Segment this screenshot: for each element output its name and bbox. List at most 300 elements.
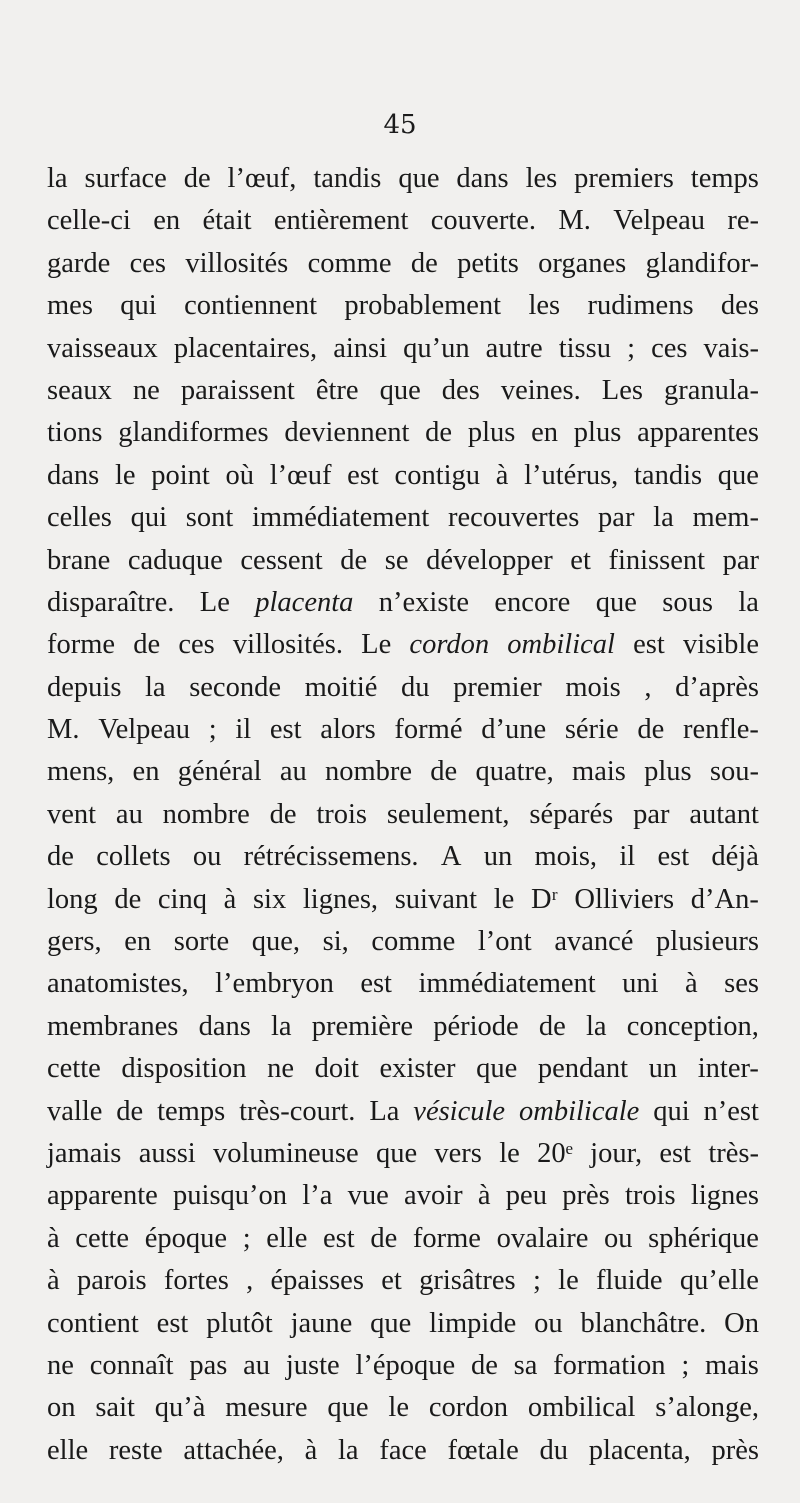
word: d’une [481,714,547,746]
word: est [269,714,302,746]
word: où [225,459,255,491]
word: Le [199,586,230,618]
word: de [538,1010,566,1042]
word: mois, [534,841,598,873]
word: deviennent [284,417,410,449]
word: sorte [173,926,230,958]
word: blanchâtre. [580,1307,707,1339]
word: mem- [692,502,759,534]
text-line [47,158,759,200]
word: vésicule [413,1095,506,1127]
word: moitié [304,671,378,703]
word: jamais [47,1137,122,1169]
word: série [564,714,619,746]
word: ; [681,1349,690,1381]
word: villosités [185,247,289,279]
word: ombilicale [518,1095,640,1127]
word: gers, [47,926,102,958]
word: que [370,1307,412,1339]
text-line [47,455,759,497]
word: de [470,1349,498,1381]
text-line [47,1133,759,1175]
word: sait [95,1392,135,1424]
word: du [401,671,430,703]
word: mens, [47,756,115,788]
word: ou [604,1222,633,1254]
word: sou- [709,756,759,788]
word: la [145,671,166,703]
word: en [132,756,160,788]
text-line [47,1218,759,1260]
word: près [711,1434,759,1466]
word: en [124,926,152,958]
word: mais [705,1349,759,1381]
word: le [493,883,515,915]
word: A [440,841,462,873]
word: par [633,798,670,830]
text-line [47,963,759,1005]
word: premiers [574,163,674,194]
word: On [724,1307,759,1339]
word: au [115,798,143,830]
word: placentaires, [173,332,318,364]
word: est [659,1137,692,1169]
word: avancé [554,926,634,958]
word: cinq [157,883,207,915]
text-line [47,921,759,963]
word: si, [322,926,349,958]
word: que [476,1053,518,1085]
word: trois [316,798,367,830]
word: avoir [404,1180,463,1212]
word: valle [47,1095,103,1127]
text-line [47,1175,759,1217]
word: nombre [324,756,413,788]
word: mois [565,671,621,703]
word: épaisses [270,1265,364,1297]
word: entièrement [273,205,409,237]
word: contigu [394,459,481,491]
word: plus [573,417,622,449]
word: à [47,1222,60,1254]
word: mes [47,290,93,322]
word: dans [198,1010,251,1042]
word: de [340,544,368,576]
word: de [430,756,458,788]
word: ne [267,1053,294,1085]
word: que, [251,926,301,958]
word: qu’à [154,1392,206,1424]
text-line [47,497,759,539]
word: premier [453,671,542,703]
word: villosités. [232,629,343,661]
word: du [539,1434,568,1466]
word: long [47,883,98,915]
word: visible [683,629,759,661]
word: couverte. [430,205,537,237]
text-line [47,1260,759,1302]
word: contient [47,1307,139,1339]
word: reste [108,1434,163,1466]
text-line [47,328,759,370]
text-line [47,200,759,242]
word: finissent [608,544,706,576]
word: très-court. [239,1095,356,1127]
word: veines. [500,374,581,406]
word: de [183,163,211,194]
word: par [722,544,759,576]
word: mais [572,756,626,788]
word: seconde [189,671,281,703]
word: première [311,1010,414,1042]
word: sous [662,586,713,618]
text-line [47,879,759,921]
word: La [369,1095,400,1127]
word: par [598,502,635,534]
word: déjà [711,841,759,873]
word: dans [456,163,509,194]
word: la [271,1010,292,1042]
word: au [279,756,307,788]
word: ovalaire [496,1222,589,1254]
word: glandiformes [118,417,269,449]
word: seulement, [386,798,510,830]
word: encore [494,586,571,618]
word: nombre [162,798,250,830]
word: l’œuf [269,459,332,491]
word: ne [132,374,160,406]
word: rudimens [587,290,694,322]
word: ; [532,1265,541,1297]
word: exister [379,1053,456,1085]
word: cette [75,1222,130,1254]
word: l’œuf, [227,163,297,194]
word: parois [76,1265,147,1297]
word: membranes [47,1010,179,1042]
word: suivant [394,883,478,915]
text-line [47,285,759,327]
word: face [379,1434,427,1466]
word: de [269,798,297,830]
word: re- [727,205,759,237]
word: celles [47,502,112,534]
word: garde [47,247,111,279]
word: forme [47,629,116,661]
word: n’est [703,1095,759,1127]
word: et [570,544,591,576]
word: se [384,544,409,576]
word: d’après [675,671,759,703]
word: placenta, [588,1434,691,1466]
word: point [151,459,210,491]
word: lignes, [302,883,379,915]
word: sphérique [648,1222,759,1254]
word: disposition [121,1053,247,1085]
word: formation [553,1349,666,1381]
word: que [717,459,759,491]
text-line [47,751,759,793]
word: la [738,586,759,618]
word: forme [412,1222,481,1254]
word: près [562,1180,610,1212]
word: , [644,671,652,703]
word: le [499,1137,520,1169]
word: général [177,756,262,788]
word: on [47,1392,76,1424]
word: probablement [344,290,502,322]
word: apparentes [637,417,759,449]
text-line [47,1387,759,1429]
word: alors [320,714,376,746]
word: la [585,1010,607,1042]
text-line [47,1091,759,1133]
word: tandis [313,163,382,194]
word: vue [347,1180,389,1212]
word: vers [434,1137,482,1169]
word: que [379,374,421,406]
text-line [47,1430,759,1472]
page-number: 45 [383,110,417,140]
word: ; [208,714,217,746]
word: à [304,1434,318,1466]
word: que [398,163,440,194]
word: jaune [290,1307,353,1339]
word: s’alonge, [655,1392,759,1424]
word: plus [644,756,692,788]
word: des [441,374,480,406]
word: limpide [429,1307,517,1339]
word: à [495,459,509,491]
word: n’existe [378,586,469,618]
text-line [47,794,759,836]
word: Olliviers [574,883,675,915]
text-line [47,667,759,709]
text-line [47,243,759,285]
word: cordon [428,1392,508,1424]
word: est [156,1307,189,1339]
word: ombilical [507,629,615,661]
word: est [323,1222,355,1254]
text-line [47,1048,759,1090]
word: trois [624,1180,676,1212]
word: l’époque [355,1349,456,1381]
word: les [528,290,561,322]
word: aussi [138,1137,196,1169]
word: seaux [47,374,112,406]
word: l’a [302,1180,333,1212]
word: grisâtres [419,1265,516,1297]
word: période [433,1010,519,1042]
text-line [47,1345,759,1387]
word: est [347,459,379,491]
word: tions [47,417,103,449]
word: était [202,205,252,237]
word: inter- [697,1053,759,1085]
word: l’utérus, [524,459,619,491]
word: ; [242,1222,251,1254]
word: disparaître. [47,586,175,618]
word: de [637,714,665,746]
word: les [525,163,558,194]
word: Les [601,374,643,406]
word: dans [47,459,100,491]
word: plutôt [206,1307,273,1339]
word: Le [361,629,392,661]
word: mesure [225,1392,308,1424]
text-line [47,540,759,582]
word: de [114,883,142,915]
word: à [223,883,237,915]
word: autre [485,332,543,364]
word: un [648,1053,678,1085]
word: vais- [703,332,759,364]
word: pas [189,1349,228,1381]
word: immédiatement [418,968,596,1000]
word: apparente [47,1180,158,1212]
word: paraissent [180,374,295,406]
word: très- [708,1137,759,1169]
word: à [47,1265,60,1297]
word: comme [307,247,392,279]
word: et [381,1265,402,1297]
word: ainsi [333,332,388,364]
word: vent [47,798,97,830]
word: autant [689,798,759,830]
word: collets [96,841,171,873]
word: la [47,163,68,194]
word: qu’elle [679,1265,759,1297]
word: renfle- [682,714,759,746]
word: Dʳ [530,883,558,915]
word: le [558,1265,579,1297]
word: la [653,502,674,534]
word: ces [651,332,688,364]
word: anatomistes, [47,968,189,1000]
word: surface [84,163,167,194]
text-line [47,412,759,454]
word: est [360,968,392,1000]
word: fœtale [447,1434,519,1466]
word: volumineuse [213,1137,359,1169]
text-line [47,624,759,666]
word: vaisseaux [47,332,158,364]
word: qui [120,290,157,322]
word: glandifor- [645,247,759,279]
word: tandis [634,459,703,491]
word: Velpeau [98,714,190,746]
text-line [47,1303,759,1345]
word: ou [534,1307,563,1339]
word: de [47,841,74,873]
word: connaît [89,1349,174,1381]
word: la [338,1434,359,1466]
word: est [657,841,690,873]
word: qui [653,1095,690,1127]
word: placenta [255,586,354,618]
word: fortes [163,1265,229,1297]
word: au [243,1349,271,1381]
word: immédiatement [251,502,430,534]
word: il [235,714,252,746]
word: de [370,1222,398,1254]
word: elle [266,1222,308,1254]
word: qu’un [403,332,470,364]
word: à [685,968,698,1000]
word: de [410,247,438,279]
word: en [531,417,559,449]
word: M. [47,714,80,746]
word: 20ᵉ [537,1137,573,1169]
word: en [153,205,181,237]
word: sont [185,502,234,534]
word: uni [622,968,659,1000]
word: petits [457,247,519,279]
word: cordon [409,629,490,661]
word: formé [394,714,463,746]
word: conception, [626,1010,759,1042]
word: de [425,417,453,449]
word: lignes [690,1180,759,1212]
word: il [619,841,636,873]
word: jour, [590,1137,643,1169]
word: doit [314,1053,359,1085]
word: tissu [558,332,611,364]
text-line [47,370,759,412]
text-line [47,582,759,624]
word: fluide [596,1265,663,1297]
word: le [114,459,136,491]
word: cessent [240,544,323,576]
word: ou [192,841,222,873]
text-line [47,709,759,751]
word: ne [47,1349,74,1381]
word: puisqu’on [173,1180,288,1212]
word: que [327,1392,369,1424]
word: plusieurs [656,926,759,958]
word: sa [513,1349,538,1381]
word: Velpeau [613,205,705,237]
word: M. [558,205,591,237]
word: à [477,1180,491,1212]
word: temps [690,163,759,194]
word: caduque [127,544,223,576]
word: organes [538,247,627,279]
word: temps [157,1095,226,1127]
word: granula- [663,374,759,406]
word: ombilical [527,1392,636,1424]
word: qui [130,502,168,534]
text-line [47,836,759,878]
word: , [246,1265,254,1297]
word: brane [47,544,111,576]
word: l’ont [477,926,532,958]
word: ces [178,629,215,661]
word: être [315,374,359,406]
word: contiennent [184,290,318,322]
word: que [595,586,637,618]
word: d’An- [690,883,759,915]
word: des [720,290,759,322]
word: de [133,629,161,661]
word: quatre, [475,756,554,788]
word: est [633,629,665,661]
word: attachée, [183,1434,284,1466]
word: de [116,1095,144,1127]
word: celle-ci [47,205,131,237]
word: séparés [529,798,614,830]
word: depuis [47,671,122,703]
word: cette [47,1053,101,1085]
